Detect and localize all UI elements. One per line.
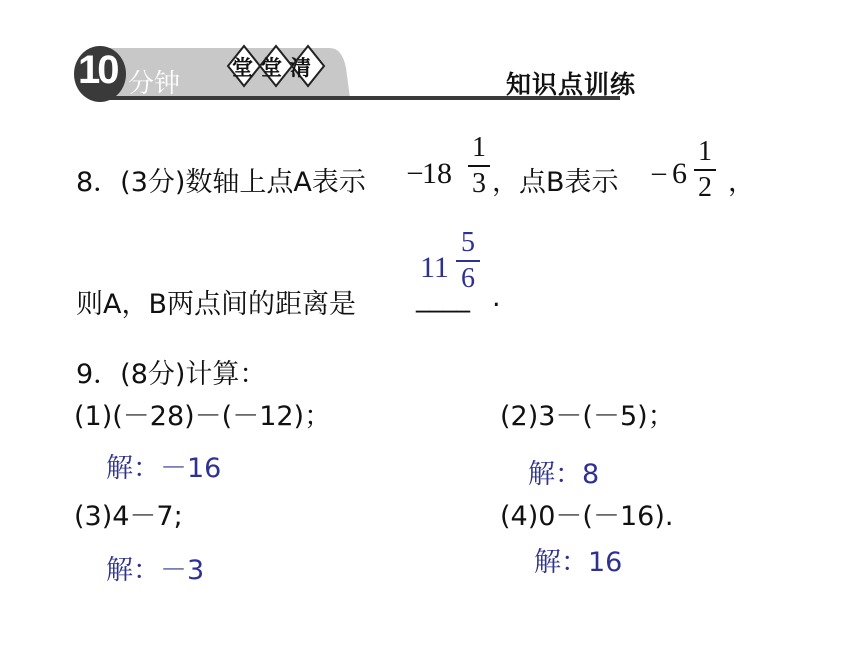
q9-part-4: (4)0－(－16). <box>500 501 674 532</box>
q9-part-2: (2)3－(－5)； <box>500 401 675 432</box>
q8-answer-fraction <box>456 229 480 293</box>
q8-blank: ____ <box>416 282 470 313</box>
q8-b-whole: 6 <box>672 157 687 190</box>
q8-period: . <box>492 282 501 313</box>
q8-answer-denominator: 6 <box>461 263 475 294</box>
q8-comma: ， <box>728 167 755 198</box>
q9-part-1: (1)(－28)－(－12)； <box>74 401 332 432</box>
right-title: 知识点训练 <box>506 70 637 99</box>
q8-a-minus: – <box>408 156 422 187</box>
section-title: 堂堂清 <box>232 56 319 80</box>
q8-a-whole: 18 <box>422 157 452 190</box>
q8-answer-numerator: 5 <box>461 227 475 258</box>
q8-b-numerator: 1 <box>698 136 712 167</box>
q8-a-fraction <box>468 134 490 198</box>
q8-answer-whole: 11 <box>420 251 449 284</box>
q9-part-3: (3)4－7; <box>74 501 183 532</box>
q8-text-a: 8．(3分)数轴上点A表示 <box>76 167 366 198</box>
q8-text-b: ，点B表示 <box>492 167 619 198</box>
q9-title: 9．(8分)计算： <box>76 359 267 390</box>
badge-number: 10 <box>78 48 117 92</box>
q8-b-fraction <box>694 138 716 202</box>
q8-b-minus: – <box>652 157 666 188</box>
fraction-bar <box>468 165 490 167</box>
q8-line2-text: 则A，B两点间的距离是 <box>76 289 356 320</box>
q8-a-numerator: 1 <box>472 132 486 163</box>
minutes-label: 分钟 <box>128 69 181 99</box>
q9-answer-3: 解：－3 <box>106 555 205 586</box>
fraction-bar <box>456 260 480 262</box>
q9-answer-1: 解：－16 <box>106 453 222 484</box>
q8-a-denominator: 3 <box>472 168 486 199</box>
q8-b-denominator: 2 <box>698 172 712 203</box>
q9-answer-4: 解：16 <box>534 547 623 578</box>
fraction-bar <box>694 169 716 171</box>
q9-answer-2: 解：8 <box>528 459 600 490</box>
